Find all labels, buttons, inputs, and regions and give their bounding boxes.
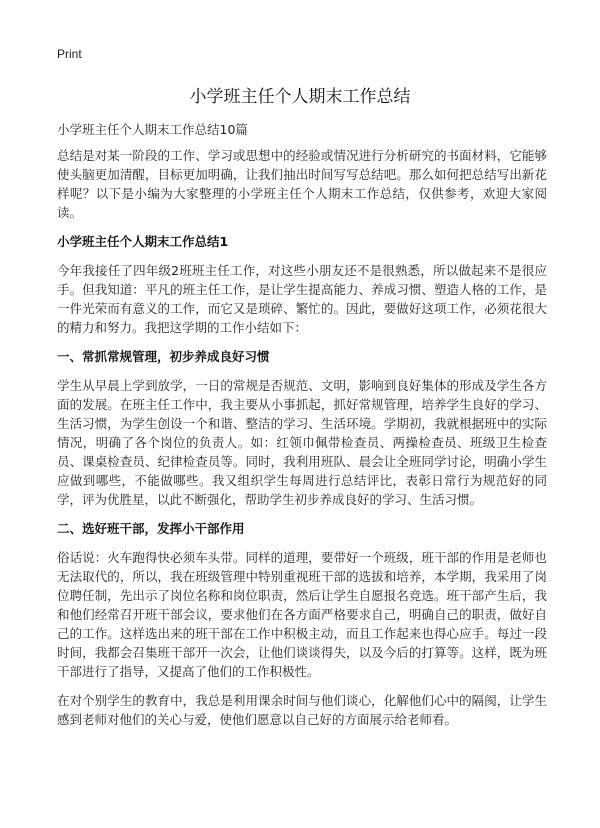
- intro-paragraph: 总结是对某一阶段的工作、学习或思想中的经验或情况进行分析研究的书面材料，它能够使头脑更加清醒，目标更加明确，让我们抽出时间写写总结吧。那么如何把总结写出新花样呢？以下是小编为大家整理的小学班主任个人期末工作总结，仅供参考，欢迎大家阅读。: [57, 148, 547, 220]
- point2-paragraph: 俗话说：火车跑得快必须车头带。同样的道理，要带好一个班级，班干部的作用是老师也无法取代的，所以，我在班级管理中特别重视班干部的选拔和培养，本学期，我采用了岗位聘任制，先出示了岗位名称和岗位职责，然后让学生自愿报名竞选。班干部产生后，我和他们经常召开班干部会议，要求他们在各方面严格要求自己，明确自己的职责，做好自己的工作。这样选出来的班干部在工作中积极主动，而且工作起来也得心应手。每过一段时间，我都会召集班干部开一次会，让他们谈谈得失，以及今后的打算等。这样，既为班干部进行了指导，又提高了他们的工作积极性。: [57, 550, 547, 679]
- section1-paragraph: 今年我接任了四年级2班班主任工作，对这些小朋友还不是很熟悉，所以做起来不是很应手。但我知道：平凡的班主任工作，是让学生提高能力、养成习惯、塑造人格的工作，是一件光荣而有意义的工作，而它又是琐碎、繁忙的。因此，要做好这项工作，必须花很大的精力和努力。我把这学期的工作小结如下：: [57, 263, 547, 335]
- document-subtitle: 小学班主任个人期末工作总结10篇: [57, 122, 248, 137]
- document-title: 小学班主任个人期末工作总结: [189, 87, 411, 107]
- point2-heading: 二、选好班干部，发挥小干部作用: [57, 521, 245, 536]
- closing-paragraph: 在对个别学生的教育中，我总是利用课余时间与他们谈心，化解他们心中的隔阂，让学生感到老师对他们的关心与爱，使他们愿意以自己好的方面展示给老师看。: [57, 693, 547, 727]
- document-body: [57, 146, 547, 739]
- point1-heading: 一、常抓常规管理，初步养成良好习惯: [57, 349, 270, 364]
- point1-paragraph: 学生从早晨上学到放学，一日的常规是否规范、文明，影响到良好集体的形成及学生各方面的发展。在班主任工作中，我主要从小事抓起，抓好常规管理，培养学生良好的学习、生活习惯，为学生创设一个和谐、整洁的学习、生活环境。学期初，我就根据班中的实际情况，明确了各个岗位的负责人。如：红领巾佩带检查员、两操检查员、班级卫生检查员、课桌检查员、纪律检查员等。同时，我利用班队、晨会让全班同学讨论，明确小学生应做到哪些，不能做哪些。我又组织学生每周进行总结评比，表彰日常行为规范好的同学，评为优胜星，以此不断强化，帮助学生初步养成良好的学习、生活习惯。: [57, 378, 547, 507]
- section1-heading: 小学班主任个人期末工作总结1: [57, 234, 229, 249]
- print-link[interactable]: Print: [57, 47, 82, 61]
